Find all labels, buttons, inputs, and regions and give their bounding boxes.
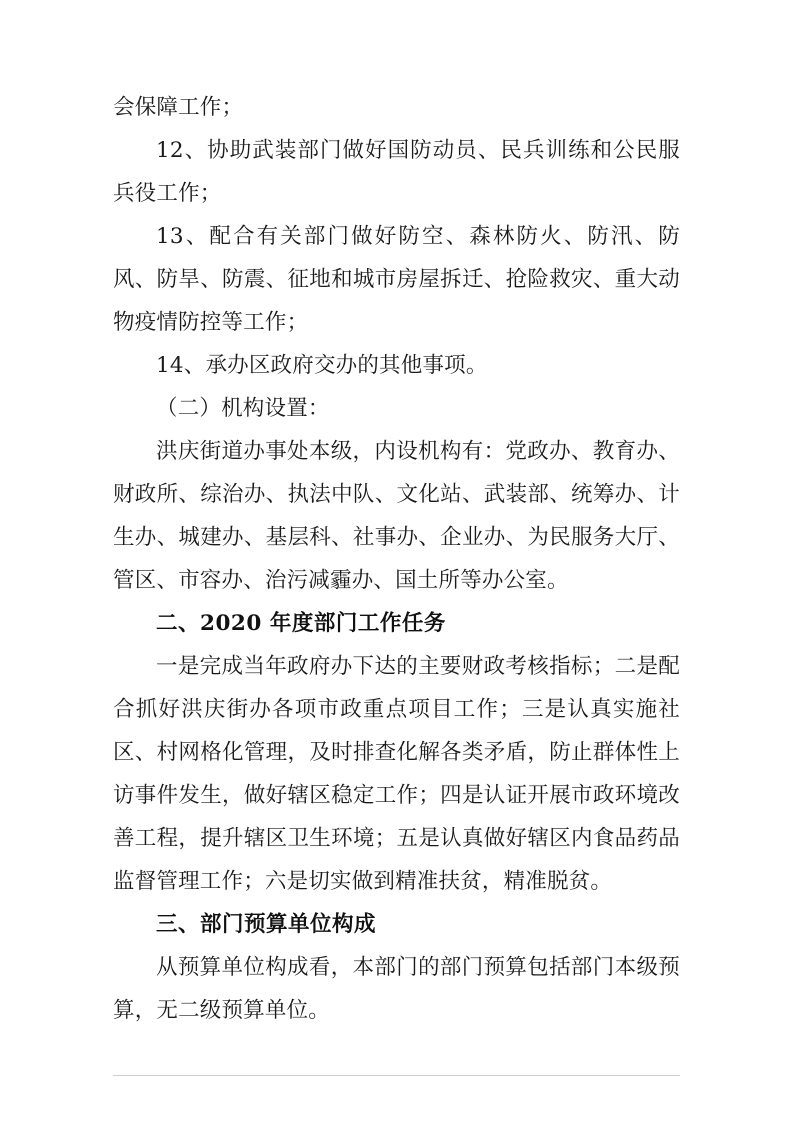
- document-body: [113, 86, 680, 1032]
- list-item-13: 13、配合有关部门做好防空、森林防火、防汛、防风、防旱、防震、征地和城市房屋拆迁、抢险救灾、重大动物疫情防控等工作；: [113, 224, 680, 335]
- list-item-14: 14、承办区政府交办的其他事项。: [156, 353, 488, 378]
- section-heading-three: 三、部门预算单位构成: [156, 912, 377, 937]
- section-body-two: 一是完成当年政府办下达的主要财政考核指标；二是配合抓好洪庆街办各项市政重点项目工作；三是认真实施社区、村网格化管理，及时排查化解各类矛盾，防止群体性上访事件发生，做好辖区稳定工作；四是认证开展市政环境改善工程，提升辖区卫生环境；五是认真做好辖区内食品药品监督管理工作；六是切实做到精准扶贫，精准脱贫。: [113, 654, 680, 894]
- paragraph-line-continuation: 会保障工作；: [113, 95, 244, 120]
- footer-divider: [113, 1075, 680, 1076]
- subsection-title-organization: （二）机构设置：: [156, 396, 330, 421]
- subsection-body-organization: 洪庆街道办事处本级，内设机构有：党政办、教育办、财政所、综治办、执法中队、文化站、武装部、统筹办、计生办、城建办、基层科、社事办、企业办、为民服务大厅、管区、市容办、治污减霾办、国土所等办公室。: [113, 439, 680, 593]
- list-item-12: 12、协助武装部门做好国防动员、民兵训练和公民服兵役工作；: [113, 138, 680, 206]
- section-body-three: 从预算单位构成看，本部门的部门预算包括部门本级预算，无二级预算单位。: [113, 955, 680, 1023]
- section-heading-two: 二、2020 年度部门工作任务: [156, 611, 446, 636]
